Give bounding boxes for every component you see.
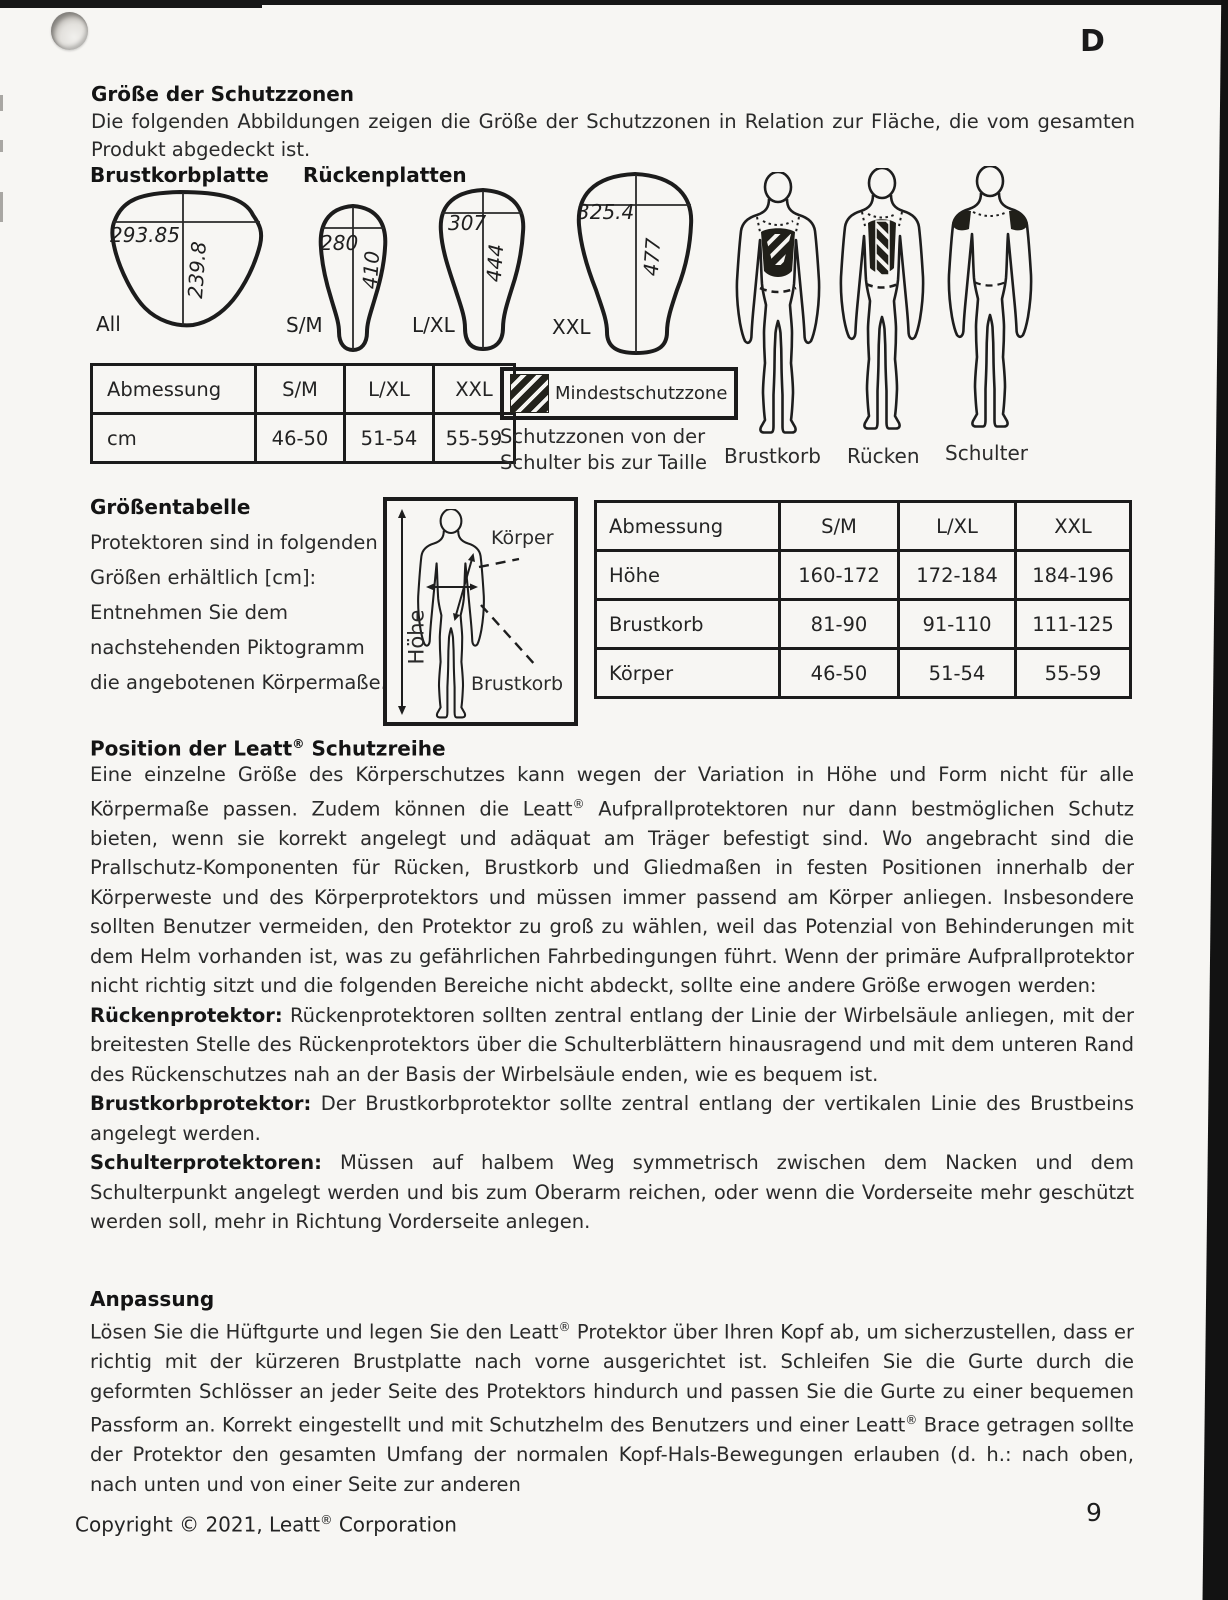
measurement-pictogram xyxy=(383,497,578,726)
pictogram-label-koerper: Körper xyxy=(491,527,554,549)
table-cell: 172-184 xyxy=(899,551,1016,600)
scan-left-tick xyxy=(0,95,3,111)
run-in-label: Schulterprotektoren: xyxy=(90,1151,322,1174)
section-heading-groessentabelle: Größentabelle xyxy=(90,495,251,519)
shoulder-pad-right-fill xyxy=(1009,211,1028,231)
scan-left-tick xyxy=(0,192,3,222)
plate-size-label-xxl: XXL xyxy=(552,315,591,339)
table-header-cell: Abmessung xyxy=(596,502,780,551)
table-cell: 81-90 xyxy=(780,600,899,649)
table-cell: 46-50 xyxy=(780,649,899,698)
brustkorb-pointer-line xyxy=(481,605,537,667)
back-min-zone-hatch xyxy=(876,221,889,275)
figure-label-ruecken: Rücken xyxy=(847,444,920,468)
legend-note-line: Schutzzonen von der xyxy=(500,425,706,448)
table-cell: cm xyxy=(92,414,256,463)
scan-left-tick xyxy=(0,140,3,152)
heading-text: Position der Leatt xyxy=(90,736,293,761)
table-cell: 55-59 xyxy=(434,414,515,463)
shoulder-pad-left-fill xyxy=(952,211,971,231)
pictogram-label-brustkorb: Brustkorb xyxy=(471,673,564,695)
body-front-figure xyxy=(737,172,819,433)
schutzzonen-intro: Die folgenden Abbildungen zeigen die Größe der Schutzzonen in Relation zur Fläche, die vom gesamten Produkt abgedeckt ist. xyxy=(91,110,1135,161)
back-plate-sm-width-value: 280 xyxy=(320,231,359,255)
table-row xyxy=(596,600,1131,649)
footer-copyright: Copyright © 2021, Leatt® Corporation xyxy=(75,1512,457,1537)
section-heading-anpassung: Anpassung xyxy=(90,1287,215,1311)
scan-right-edge xyxy=(1202,0,1228,1600)
run-in-label: Rückenprotektor: xyxy=(90,1003,283,1027)
chest-plate-label: Brustkorbplatte xyxy=(90,163,269,187)
paragraph: Schulterprotektoren: Müssen auf halbem Weg symmetrisch zwischen dem Nacken und dem Schulterpunkt angelegt werden und bis zum Oberarm reichen, oder wenn die Vorderseite mehr geschützt werden soll, mehr in Richtung Vorderseite anlegen. xyxy=(90,1151,1134,1233)
legend-note-line: Schulter bis zur Taille xyxy=(500,451,707,474)
back-plate-lxl-width-value: 307 xyxy=(448,211,487,235)
table-cell: Körper xyxy=(596,649,780,698)
registered-mark: ® xyxy=(572,796,585,811)
table-cell: 91-110 xyxy=(899,600,1016,649)
table-header-cell: L/XL xyxy=(899,502,1016,551)
table-header-cell: XXL xyxy=(1016,502,1131,551)
table-cell: 160-172 xyxy=(780,551,899,600)
cm-size-table xyxy=(90,363,516,464)
text-line: Protektoren sind in folgenden xyxy=(90,531,378,554)
language-marker: D xyxy=(1080,24,1105,59)
table-cell: 51-54 xyxy=(899,649,1016,698)
table-header-cell: S/M xyxy=(780,502,899,551)
plate-size-label-all: All xyxy=(96,312,121,336)
table-row xyxy=(92,365,515,414)
table-cell: 184-196 xyxy=(1016,551,1131,600)
table-header-cell: L/XL xyxy=(345,365,434,414)
paragraph: Lösen Sie die Hüftgurte und legen Sie den Leatt® Protektor über Ihren Kopf ab, um sicherzustellen, dass er richtig mit der kürzeren Brustplatte nach vorne ausgerichtet ist. Schleifen Sie die Gurte durch die geformten Schlösser an jeder Seite des Protektors hindurch und passen Sie die Gurte zu einer bequemen Passform an. Korrekt eingestellt und mit Schutzhelm des Benutzers und einer Leatt® Brace getragen sollte der Protektor den gesamten Umfang der normalen Kopf-Hals-Bewegungen erlauben (d. h.: nach oben, nach unten und von einer Seite zur anderen xyxy=(90,1320,1135,1496)
paragraph: Rückenprotektor: Rückenprotektoren sollten zentral entlang der Linie der Wirbelsäule anliegen, mit der breitesten Stelle des Rückenprotektors über die Schulterblättern hinausragend und mit dem unteren Rand des Rückenschutzes nah an der Basis der Wirbelsäule enden, wie es bequem ist. xyxy=(90,1003,1134,1086)
anpassung-body-text xyxy=(90,1313,1134,1499)
table-row xyxy=(596,551,1131,600)
figure-label-brustkorb: Brustkorb xyxy=(724,444,821,468)
table-cell: 51-54 xyxy=(345,414,434,463)
plate-size-label-lxl: L/XL xyxy=(412,313,455,337)
koerper-pointer-line xyxy=(479,559,519,567)
text-line: Entnehmen Sie dem xyxy=(90,601,288,624)
table-cell: Brustkorb xyxy=(596,600,780,649)
table-cell: Höhe xyxy=(596,551,780,600)
body-shoulder-figure xyxy=(949,166,1031,427)
section-heading-position xyxy=(90,736,446,761)
registered-mark: ® xyxy=(292,736,305,751)
scan-top-edge-left xyxy=(0,0,262,8)
table-cell: 46-50 xyxy=(256,414,345,463)
table-header-cell: S/M xyxy=(256,365,345,414)
page-number: 9 xyxy=(1086,1498,1102,1527)
chest-plate-height-value: 239.8 xyxy=(183,240,211,300)
back-plate-xxl-height-value: 477 xyxy=(638,237,666,277)
back-plate-sm-height-value: 410 xyxy=(357,250,385,290)
body-zone-figures xyxy=(728,166,1048,442)
section-heading-schutzzonen: Größe der Schutzzonen xyxy=(91,82,354,106)
pictogram-label-hoehe: Höhe xyxy=(404,609,429,665)
table-row xyxy=(596,649,1131,698)
table-header-cell: XXL xyxy=(434,365,515,414)
position-body-text xyxy=(90,760,1134,1237)
run-in-label: Brustkorbprotektor: xyxy=(90,1092,312,1115)
legend-note xyxy=(500,424,707,476)
text-line: die angebotenen Körpermaße. xyxy=(90,671,387,694)
text-line: Größen erhältlich [cm]: xyxy=(90,566,317,589)
body-size-table xyxy=(594,500,1132,699)
back-plates-label: Rückenplatten xyxy=(303,163,467,187)
groessentabelle-text xyxy=(90,525,387,700)
hatch-swatch-icon xyxy=(511,375,548,412)
registered-mark: ® xyxy=(558,1320,571,1334)
min-protection-legend xyxy=(500,367,738,420)
paragraph: Eine einzelne Größe des Körperschutzes kann wegen der Variation in Höhe und Form nicht für alle Körpermaße passen. Zudem können die Leatt® Aufprallprotektoren nur dann bestmöglichen Schutz bieten, wenn sie korrekt angelegt und adäquat am Träger befestigt sind. Wo angebracht sind die Prallschutz-Komponenten für Rücken, Brustkorb und Gliedmaßen in festen Positionen innerhalb der Körperweste und des Körperprotektors und müssen immer passend am Körper anliegen. Insbesondere sollten Benutzer vermeiden, den Protektor zu groß zu wählen, weil das Potenzial von Behinderungen mit dem Helm vorhanden ist, was zu gefährlichen Fahrbedingungen führt. Wenn der primäre Aufprallprotektor nicht richtig sitzt und die folgenden Bereiche nicht abdeckt, sollte eine andere Größe erwogen werden: xyxy=(90,763,1134,997)
text-line: nachstehenden Piktogramm xyxy=(90,636,365,659)
table-header-cell: Abmessung xyxy=(92,365,256,414)
heading-text: Schutzreihe xyxy=(304,736,446,761)
registered-mark: ® xyxy=(905,1413,918,1427)
back-plate-xxl-width-value: 325.4 xyxy=(577,200,635,224)
table-cell: 111-125 xyxy=(1016,600,1131,649)
table-row xyxy=(596,502,1131,551)
plate-size-label-sm: S/M xyxy=(286,313,323,337)
table-row xyxy=(92,414,515,463)
back-plate-lxl-height-value: 444 xyxy=(481,243,509,283)
registered-mark: ® xyxy=(320,1512,333,1527)
body-back-figure xyxy=(841,168,923,429)
chest-plate-width-value: 293.85 xyxy=(110,223,180,247)
paragraph: Brustkorbprotektor: Der Brustkorbprotektor sollte zentral entlang der vertikalen Linie des Brustbeins angelegt werden. xyxy=(90,1092,1134,1145)
table-cell: 55-59 xyxy=(1016,649,1131,698)
figure-label-schulter: Schulter xyxy=(945,441,1028,465)
binder-rivet xyxy=(51,12,88,50)
legend-label: Mindestschutzzone xyxy=(555,383,728,404)
